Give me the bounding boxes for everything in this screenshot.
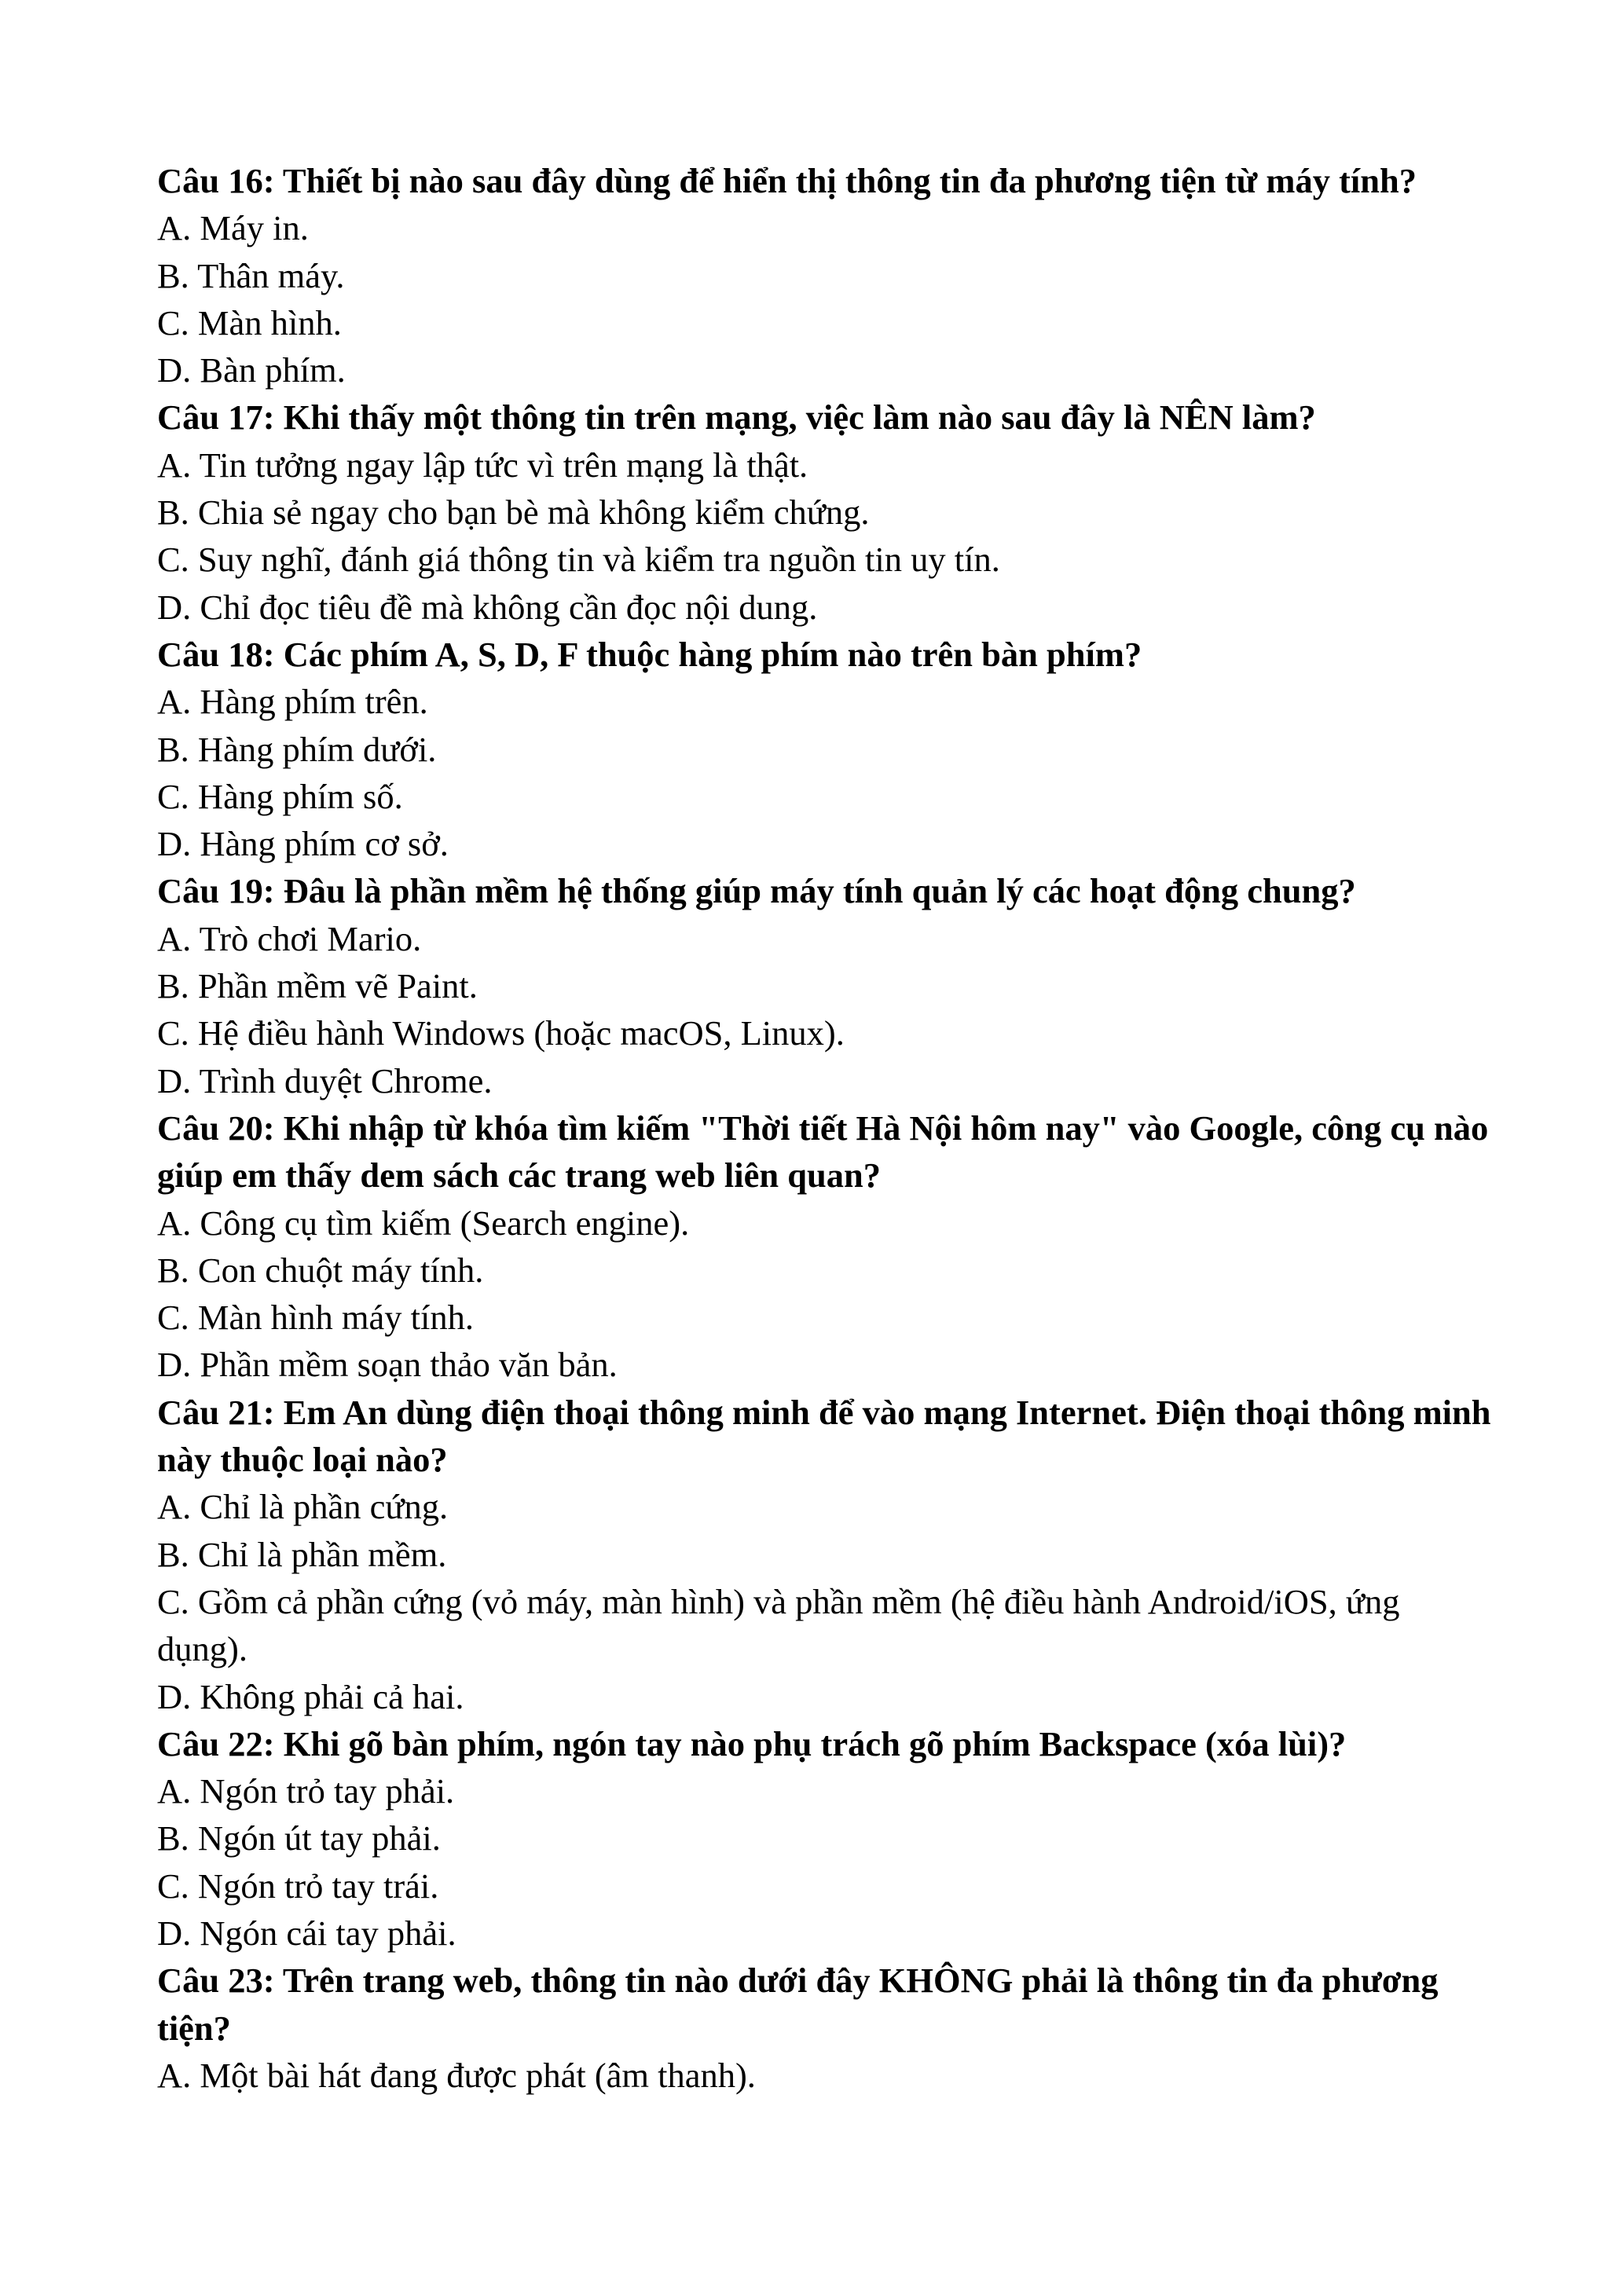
question-text: Câu 19: Đâu là phần mềm hệ thống giúp máy tính quản lý các hoạt động chung? (157, 871, 1356, 911)
option-b: B. Hàng phím dưới. (157, 729, 437, 769)
option-a: A. Ngón trỏ tay phải. (157, 1771, 455, 1811)
question-text: Câu 17: Khi thấy một thông tin trên mạng, việc làm nào sau đây là NÊN làm? (157, 397, 1316, 438)
question-text: Câu 16: Thiết bị nào sau đây dùng để hiển thị thông tin đa phương tiện từ máy tính? (157, 161, 1417, 200)
option-a: A. Chỉ là phần cứng. (157, 1487, 449, 1527)
question-18 (157, 631, 1493, 867)
option-b: B. Ngón út tay phải. (157, 1818, 441, 1858)
question-text: Câu 21: Em An dùng điện thoại thông minh để vào mạng Internet. Điện thoại thông minh này thuộc loại nào? (157, 1392, 1491, 1480)
option-a: A. Một bài hát đang được phát (âm thanh). (157, 2055, 756, 2095)
question-22 (157, 1720, 1493, 1957)
option-d: D. Phần mềm soạn thảo văn bản. (157, 1345, 618, 1385)
question-text: Câu 23: Trên trang web, thông tin nào dưới đây KHÔNG phải là thông tin đa phương tiện? (157, 1961, 1439, 2048)
question-text: Câu 18: Các phím A, S, D, F thuộc hàng phím nào trên bàn phím? (157, 634, 1142, 674)
option-d: D. Ngón cái tay phải. (157, 1913, 456, 1953)
question-text: Câu 20: Khi nhập từ khóa tìm kiếm "Thời tiết Hà Nội hôm nay" vào Google, công cụ nào giúp em thấy dem sách các trang web liên quan? (157, 1108, 1489, 1196)
option-d: D. Hàng phím cơ sở. (157, 824, 449, 864)
option-d: D. Trình duyệt Chrome. (157, 1060, 493, 1100)
option-a: A. Trò chơi Mario. (157, 918, 422, 958)
option-c: C. Hệ điều hành Windows (hoặc macOS, Linux). (157, 1013, 845, 1053)
option-b: B. Chia sẻ ngay cho bạn bè mà không kiểm chứng. (157, 493, 870, 533)
option-a: A. Máy in. (157, 208, 309, 248)
option-d: D. Chỉ đọc tiêu đề mà không cần đọc nội dung. (157, 587, 818, 627)
question-23 (157, 1957, 1493, 2099)
question-20 (157, 1104, 1493, 1389)
option-b: B. Con chuột máy tính. (157, 1250, 484, 1290)
option-b: B. Chỉ là phần mềm. (157, 1534, 447, 1574)
question-21 (157, 1389, 1493, 1720)
option-c: C. Màn hình. (157, 302, 342, 342)
option-c: C. Suy nghĩ, đánh giá thông tin và kiểm tra nguồn tin uy tín. (157, 540, 1000, 580)
option-a: A. Tin tưởng ngay lập tức vì trên mạng là thật. (157, 445, 808, 485)
option-c: C. Màn hình máy tính. (157, 1298, 474, 1338)
question-16 (157, 157, 1493, 394)
option-b: B. Phần mềm vẽ Paint. (157, 966, 478, 1006)
option-c: C. Ngón trỏ tay trái. (157, 1866, 439, 1906)
option-c: C. Hàng phím số. (157, 776, 403, 816)
option-a: A. Công cụ tìm kiếm (Search engine). (157, 1203, 690, 1243)
question-19 (157, 867, 1493, 1104)
option-a: A. Hàng phím trên. (157, 682, 428, 722)
option-c: C. Gồm cả phần cứng (vỏ máy, màn hình) và phần mềm (hệ điều hành Android/iOS, ứng dụng). (157, 1581, 1400, 1669)
document-page (157, 157, 1493, 2099)
question-text: Câu 22: Khi gõ bàn phím, ngón tay nào phụ trách gõ phím Backspace (xóa lùi)? (157, 1723, 1347, 1763)
option-d: D. Bàn phím. (157, 350, 346, 390)
option-d: D. Không phải cả hai. (157, 1676, 464, 1716)
option-b: B. Thân máy. (157, 255, 345, 295)
question-17 (157, 394, 1493, 630)
